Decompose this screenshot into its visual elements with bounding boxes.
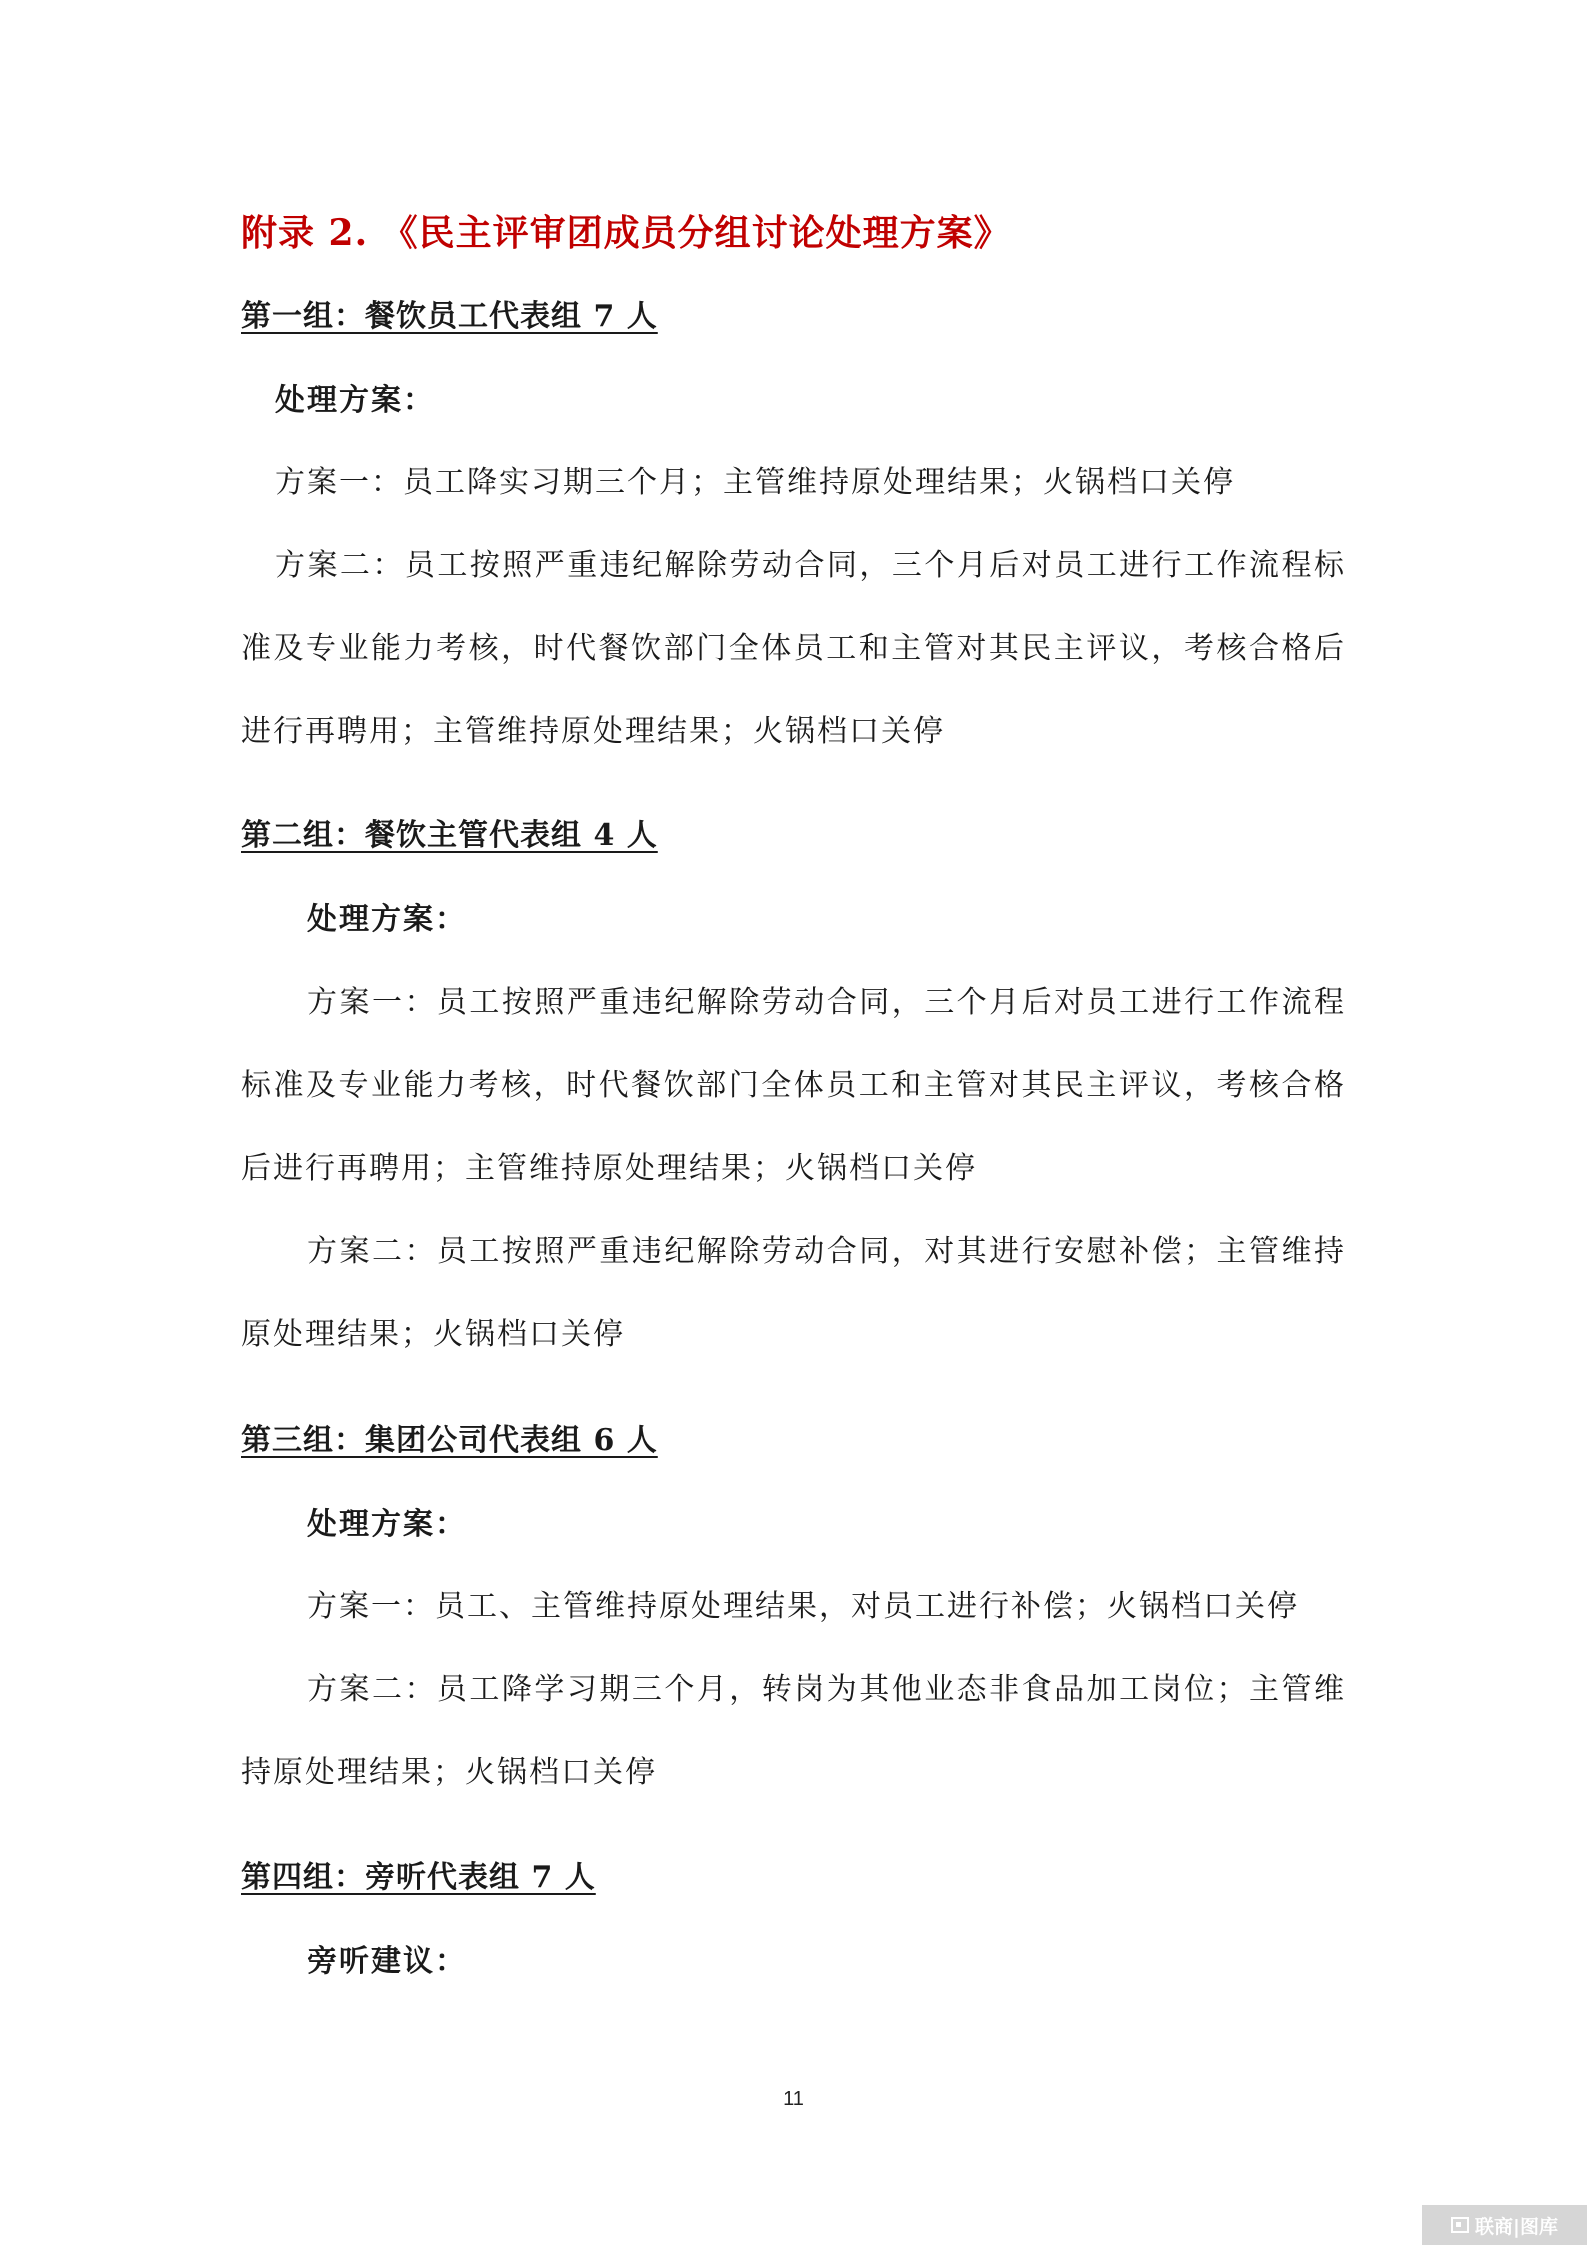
- group-1-option-1: 方案一：员工降实习期三个月；主管维持原处理结果；火锅档口关停: [275, 465, 1235, 500]
- page-number: 11: [783, 2088, 804, 2110]
- watermark-text: 联商|图库: [1475, 2215, 1558, 2238]
- image-icon: [1451, 2217, 1469, 2233]
- watermark: [1422, 2205, 1587, 2245]
- group-heading-4: 第四组：旁听代表组 7 人: [241, 1860, 596, 1895]
- group-heading-2: 第二组：餐饮主管代表组 4 人: [241, 818, 658, 853]
- group-1-subheading: 处理方案：: [275, 383, 435, 418]
- group-2-option-2: 方案二：员工按照严重违纪解除劳动合同，对其进行安慰补偿；主管维持原处理结果；火锅档口关停: [241, 1234, 1346, 1352]
- group-heading-1: 第一组：餐饮员工代表组 7 人: [241, 299, 658, 334]
- group-1-option-2: 方案二：员工按照严重违纪解除劳动合同，三个月后对员工进行工作流程标准及专业能力考核，时代餐饮部门全体员工和主管对其民主评议，考核合格后进行再聘用；主管维持原处理结果；火锅档口关停: [241, 548, 1346, 749]
- group-3-option-1: 方案一：员工、主管维持原处理结果，对员工进行补偿；火锅档口关停: [307, 1589, 1299, 1624]
- group-2-option-1: 方案一：员工按照严重违纪解除劳动合同，三个月后对员工进行工作流程标准及专业能力考核，时代餐饮部门全体员工和主管对其民主评议，考核合格后进行再聘用；主管维持原处理结果；火锅档口关停: [241, 985, 1346, 1186]
- document-title: 附录 2. 《民主评审团成员分组讨论处理方案》: [241, 212, 1011, 254]
- group-2-subheading: 处理方案：: [307, 902, 467, 937]
- group-3-subheading: 处理方案：: [307, 1507, 467, 1542]
- group-4-subheading: 旁听建议：: [307, 1944, 467, 1979]
- group-3-option-2: 方案二：员工降学习期三个月，转岗为其他业态非食品加工岗位；主管维持原处理结果；火锅档口关停: [241, 1672, 1346, 1790]
- group-heading-3: 第三组：集团公司代表组 6 人: [241, 1423, 658, 1458]
